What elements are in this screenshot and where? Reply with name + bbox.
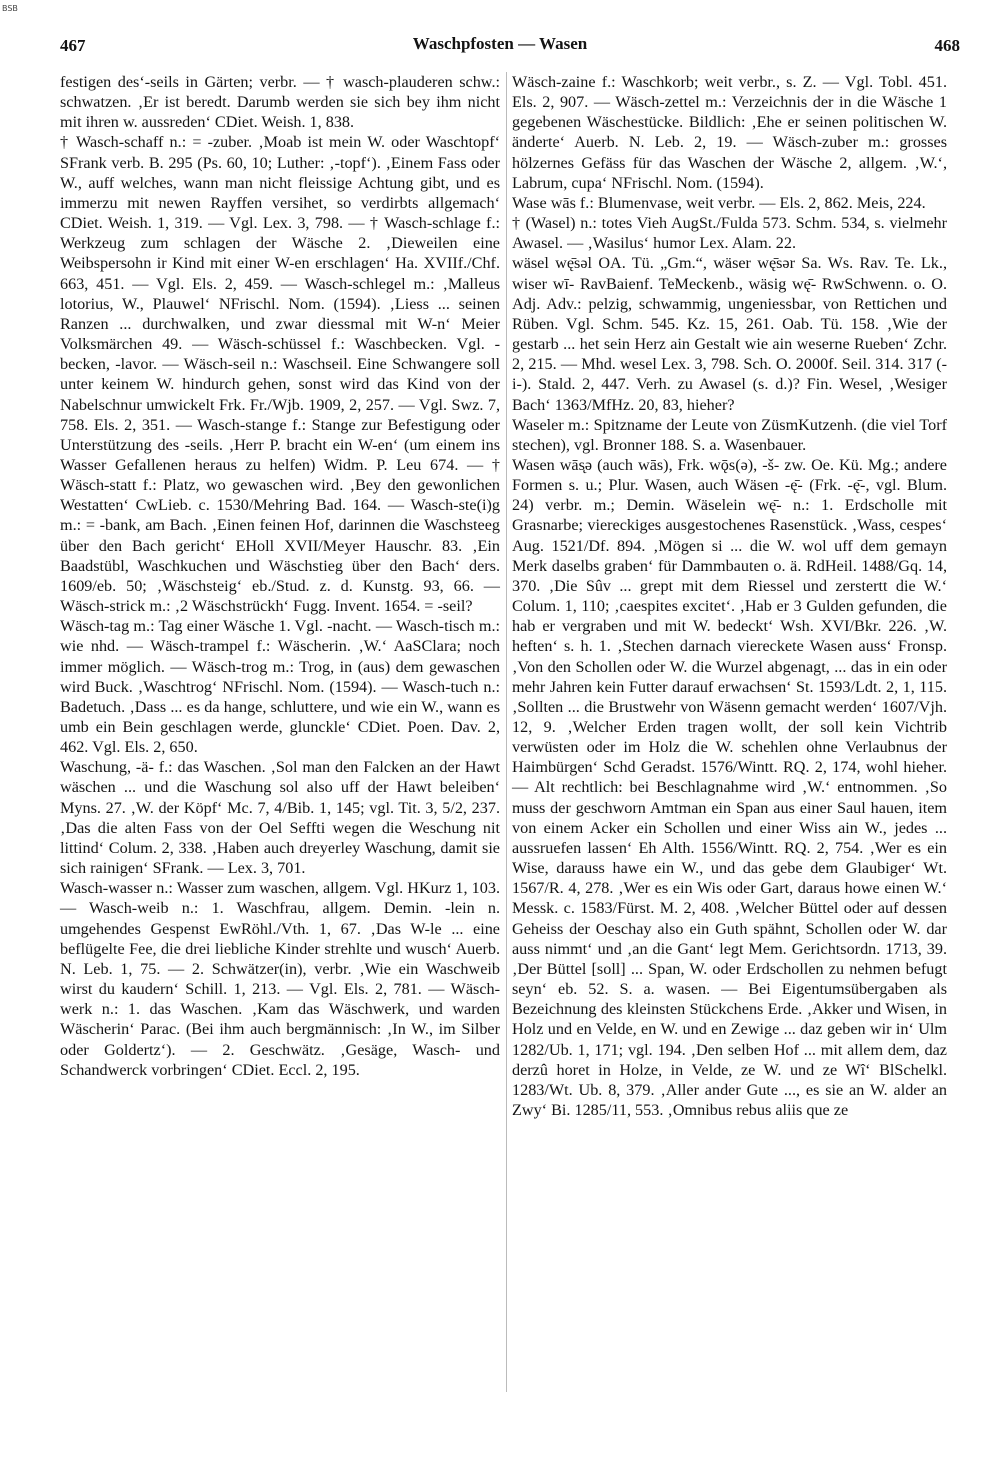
right-entry-paragraph: wäsel wę̄səl OA. Tü. „Gm.“, wäser wę̄sər Sa. Ws. Rav. Te. Lk., wiser wī- RavBaienf. TeMeckenb., wäsig wę̄- RwSchwenn. o. O. Adj. Adv.: pelzig, schwammig, ungeniessbar, von Rettichen und Rüben. Vgl. Schm. 545. Kz. 15, 261. Oab. Tü. 158. ‚Wie der gestarb ... het sein Herz ain Gestalt wie ain weserne Rueben‘ Zchr. 2, 215. — Mhd. wesel Lex. 3, 798. Sch. O. 2000f. Seil. 314. 317 (-i-). Stald. 2, 447. Verh. zu Awasel (s. d.)? Fin. Wesel, ‚Wesiger Bach‘ 1363/MfHz. 20, 83, hieher? bbox=[512, 254, 947, 414]
library-stamp: BSB bbox=[2, 4, 18, 13]
left-entry-paragraph: Wäsch-tag m.: Tag einer Wäsche 1. Vgl. -nacht. — Wasch-tisch m.: wie nhd. — Wäsch-trampel f.: Wäscherin. ‚W.‘ AaSClara; noch immer möglich. — Wäsch-trog m.: Trog, in (aus) dem gewaschen wird Buck. ‚Waschtrog‘ NFrischl. Nom. (1594). — Wasch-tuch n.: Badetuch. ‚Dass ... es da hange, schluttere, und wie ein W., wann es umb ein Bein geschlagen werde, glunckle‘ CDiet. Poen. Dav. 2, 462. Vgl. Els. 2, 650. bbox=[60, 617, 500, 757]
left-entry-paragraph: festigen des‘-seils in Gärten; verbr. — † wasch-plauderen schw.: schwatzen. ‚Er ist beredt. Darumb werden sie sich bey ihm nicht mit ihren w. aussreden‘ CDiet. Weish. 1, 838. bbox=[60, 73, 500, 132]
column-divider bbox=[506, 72, 507, 1392]
right-entry-paragraph: † (Wasel) n.: totes Vieh AugSt./Fulda 573. Schm. 534, s. vielmehr Awasel. — ‚Wasilus‘ humor Lex. Alam. 22. bbox=[512, 214, 947, 253]
left-entry-paragraph: Waschung, -ä- f.: das Waschen. ‚Sol man den Falcken an der Hawt wäschen ... und die Waschung sol also uff der Hawt beleiben‘ Myns. 27. ‚W. der Köpf‘ Mc. 7, 4/Bib. 1, 145; vgl. Tit. 3, 5/2, 237. ‚Das die alten Fass von der Oel Seffti wegen die Weschung nit littind‘ Colum. 2, 338. ‚Haben auch dreyerley Waschung, damit sie sich rainigen‘ SFrank. — Lex. 3, 701. bbox=[60, 758, 500, 878]
left-entry-paragraph: Wasch-wasser n.: Wasser zum waschen, allgem. Vgl. HKurz 1, 103. — Wasch-weib n.: 1. Waschfrau, allgem. Demin. -lein n. umgehendes Gespenst EwRöhl./Vth. 1, 67. ‚Das W-le ... eine beflügelte Fee, die drei liebliche Kinder strehlte und wusch‘ Auerb. N. Leb. 1, 75. — 2. Schwätzer(in), verbr. ‚Wie ein Waschweib wirst du kaudern‘ Schill. 1, 213. — Vgl. Els. 2, 781. — Wäsch-werk n.: 1. das Waschen. ‚Kam das Wäschwerk, und warden Wäscherin‘ Parac. (Bei ihm auch bergmännisch: ‚In W., im Silber oder Goldertz‘). — 2. Geschwätz. ‚Gesäge, Wasch- und Schandwerck vorbringen‘ CDiet. Eccl. 2, 195. bbox=[60, 879, 500, 1079]
right-entry-paragraph: Wasen wās̨ə (auch wās), Frk. wǭs(ə), -š- zw. Oe. Kü. Mg.; andere Formen s. u.; Plur. Wasen, auch Wäsen -ę̄- (Frk. -ę̄-, vgl. Blum. 24) verbr. m.; Demin. Wäselein wę̄- n.: 1. Erdscholle mit Grasnarbe; viereckiges ausgestochenes Rasenstück. ‚Wass, cespes‘ Aug. 1521/Df. 894. ‚Mögen si ... die W. wol uff dem gemayn Merk daselbs graben‘ für Dammbauten o. ä. RdHeil. 1488/Gq. 14, 370. ‚Die Sûv ... grept mit dem Riessel und zerstertt die W.‘ Colum. 1, 110; ‚caespites excitet‘. ‚Hab er 3 Gulden gefunden, die hab er vergraben und mit W. bedeckt‘ Wsh. XVI/Bkr. 226. ‚W. heften‘ s. h. 1. ‚Stechen darnach viereckete Wasen auss‘ Fronsp. ‚Von den Schollen oder W. die Wurzel abgenagt, ... das in ein oder mehr Jahren kein Futter darauf erwachsen‘ St. 1593/Ldt. 2, 1, 115. ‚Sollten ... die Brustwehr von Wäsenn gemacht werden‘ 1607/Vjh. 12, 9. ‚Welcher Erden tragen wollt, der soll kein Vichtrib verwüsten oder im Holz die W. schehlen ohne Verlaubnus der Haimbürgen‘ Schd Geradst. 1576/Wintt. RQ. 2, 174, wohl hieher. — Alt rechtlich: bei Beschlagnahme wird ‚W.‘ entnommen. ‚So muss der geschworn Amtman ein Span aus einer Saul hauen, item von einem Acker ein Schollen und einer Wiss ain W., jedes ... aussruefen lassen‘ Eh Alth. 1556/Wintt. RQ. 2, 754. ‚Wer es ein Wise, darauss hawe ein W., und das gebe dem Glaubiger‘ Wt. 1567/R. 4, 278. ‚Wer es ein Wis oder Gart, daraus howe einen W.‘ Messk. c. 1583/Fürst. M. 2, 408. ‚Welcher Büttel oder auf dessen Geheiss der Oeschay also ein Guth spähnt, Schollen oder W. dar auss nimmt‘ und ‚an die Gant‘ legt Mem. Gerichtsordn. 1713, 39. ‚Der Büttel [soll] ... Span, W. oder Erdschollen zu nehmen befugt seyn‘ eb. 52. S. a. wasen. — Bei Eigentumsübergaben als Bezeichnung des kleinsten Stückchens Erde. ‚Akker und Wisen, in Holz und en Velde, en W. und en Zewige ... daz geben wir in‘ Ulm 1282/Ub. 1, 171; vgl. 194. ‚Den selben Hof ... mit allem dem, daz derzû horet in Holze, in Velde, ze W. und ze Wî‘ BlSchelkl. 1283/Wt. Ub. 8, 379. ‚Aller ander Gute ..., es sie an W. alder an Zwy‘ Bi. 1285/11, 553. ‚Omnibus rebus aliis que ze bbox=[512, 455, 947, 1119]
left-entry-paragraph: † Wasch-schaff n.: = -zuber. ‚Moab ist mein W. oder Waschtopf‘ SFrank verb. B. 295 (Ps. 60, 10; Luther: ‚-topf‘). ‚Einem Fass oder W., auff welches, wann man nicht fleissige Achtung gibt, und es immerzu mit newen Rayffen versihet, so verdirbts allgemach‘ CDiet. Weish. 1, 319. — Vgl. Lex. 3, 798. — † Wasch-schlage f.: Werkzeug zum schlagen der Wäsche 2. ‚Dieweilen eine Weibspersohn ir Kind mit einer W-en erschlagen‘ Ha. XVIIf./Chf. 663, 451. — Vgl. Els. 2, 459. — Wasch-schlegel m.: ‚Malleus lotorius, W., Plauwel‘ NFrischl. Nom. (1594). ‚Liess ... seinen Ranzen ... durchwalken, und zwar diessmal mit W-n‘ Meier Volksmärchen 49. — Wäsch-schüssel f.: Waschbecken. Vgl. -becken, -lavor. — Wäsch-seil n.: Waschseil. Eine Schwangere soll unter keinem W. hindurch gehen, sonst wird das Kind von der Nabelschnur umwickelt Frk. Fr./Wjb. 1909, 2, 257. — Vgl. Swz. 7, 758. Els. 2, 351. — Wasch-stange f.: Stange zur Befestigung oder Unterstützung des -seils. ‚Herr P. bracht ein W-en‘ (um einem ins Wasser Gefallenen heraus zu helfen) Widm. P. Leu 674. — † Wäsch-statt f.: Platz, wo gewaschen wird. ‚Bey den gewonlichen Westatten‘ CwLieb. c. 1530/Mehring Bad. 164. — Wasch-ste(i)g m.: = -bank, am Bach. ‚Einen feinen Hof, darinnen die Waschsteeg über den Bach gericht‘ EHoll XVII/Meyer Hauschr. 83. ‚Ein Baadstübl, Waschkuchen und Wäschstieg über den Bach‘ ders. 1609/eb. 50; ‚Wäschsteig‘ eb./Stud. z. d. Kunstg. 93, 66. — Wäsch-strick m.: ‚2 Wäschstrückh‘ Fugg. Invent. 1654. = -seil? bbox=[60, 133, 500, 616]
page-number-left: 467 bbox=[60, 36, 86, 55]
left-column bbox=[60, 72, 500, 1080]
right-entry-paragraph: Wase wās f.: Blumenvase, weit verbr. — Els. 2, 862. Meis, 224. bbox=[512, 193, 926, 212]
page-number-right: 468 bbox=[934, 36, 960, 55]
right-column bbox=[512, 72, 947, 1120]
running-head: Waschpfosten — Wasen bbox=[412, 34, 588, 53]
right-entry-paragraph: Waseler m.: Spitzname der Leute von ZüsmKutzenh. (die viel Torf stechen), vgl. Bronner 188. S. a. Wasenbauer. bbox=[512, 415, 947, 454]
right-entry-paragraph: Wäsch-zaine f.: Waschkorb; weit verbr., s. Z. — Vgl. Tobl. 451. Els. 2, 907. — Wäsch-zettel m.: Verzeichnis der in die Wäsche 1 gegebenen Wäschestücke. Bildlich: ‚Ehe er seinen politischen W. änderte‘ Auerb. N. Leb. 2, 19. — Wäsch-zuber m.: grosses hölzernes Gefäss für das Waschen der Wäsche 2, allgem. ‚W.‘, Labrum, cupa‘ NFrischl. Nom. (1594). bbox=[512, 73, 947, 192]
